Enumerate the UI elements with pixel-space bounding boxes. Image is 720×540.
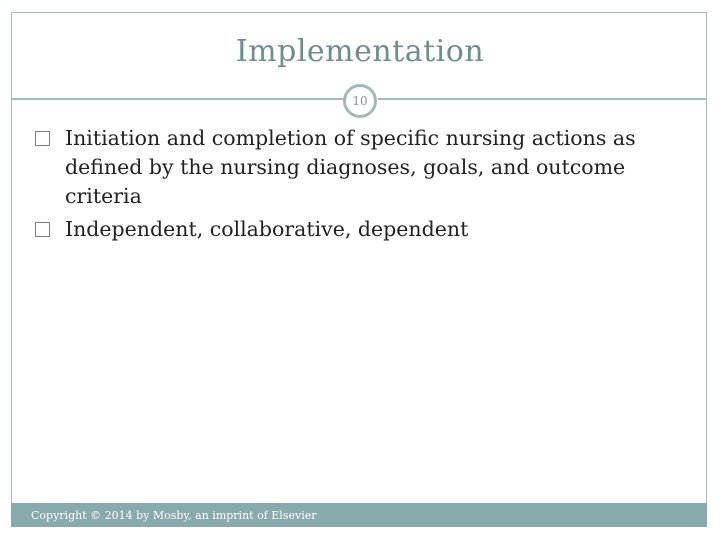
- copyright-footer: Copyright © 2014 by Mosby, an imprint of Elsevier: [31, 509, 317, 522]
- slide-number-badge: [343, 84, 377, 118]
- bullet-text: Independent, collaborative, dependent: [65, 217, 469, 241]
- title-divider-right: [378, 98, 707, 100]
- slide-body: [34, 124, 684, 248]
- square-bullet-icon: [35, 222, 50, 237]
- bullet-item: [34, 215, 684, 244]
- bullet-text: Initiation and completion of specific nursing actions as defined by the nursing diagnoses, goals, and outcome criteria: [65, 126, 636, 208]
- title-divider-left: [11, 98, 344, 100]
- square-bullet-icon: [35, 131, 50, 146]
- bullet-item: [34, 124, 684, 211]
- slide-title: Implementation: [235, 34, 485, 69]
- slide-number: 10: [352, 94, 368, 108]
